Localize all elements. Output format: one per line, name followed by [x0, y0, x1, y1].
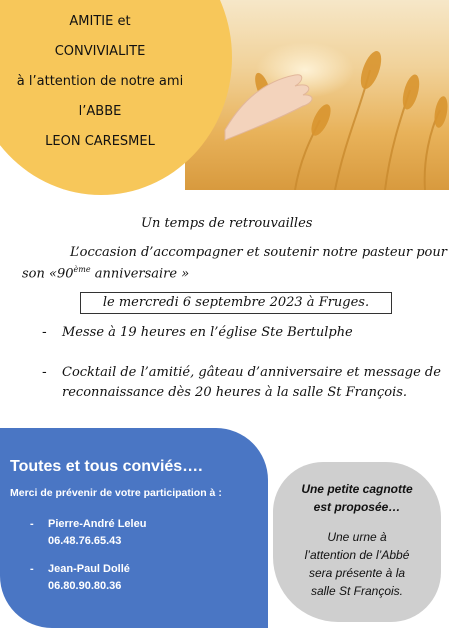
contact-bullet-1: - — [30, 518, 34, 530]
contact-2-name: Jean-Paul Dollé — [48, 563, 130, 575]
cagnotte-body-2: l’attention de l’Abbé — [304, 548, 410, 562]
contact-1-name: Pierre-André Leleu — [48, 518, 147, 530]
program-item-2-line-1: Cocktail de l’amitié, gâteau d’anniversaire et message de — [62, 365, 441, 380]
program-item-1: Messe à 19 heures en l’église Ste Bertulphe — [62, 325, 353, 340]
bullet-dash-2: - — [42, 365, 47, 380]
cagnotte-body-3: sera présente à la — [308, 566, 406, 580]
program-item-2-line-2: reconnaissance dès 20 heures à la salle St François. — [62, 385, 408, 400]
occasion-text: L’occasion d’accompagner et soutenir notre pasteur pour — [70, 245, 447, 260]
header-line-4: l’ABBE — [78, 104, 122, 119]
contact-2-phone: 06.80.90.80.36 — [48, 580, 122, 592]
anniversary-prefix: son «90 — [22, 266, 74, 282]
header-line-2: CONVIVIALITE — [54, 44, 146, 59]
anniversary-sup: ème — [73, 265, 91, 274]
anniversary-suffix: anniversaire » — [90, 266, 190, 282]
cagnotte-title-1: Une petite cagnotte — [301, 482, 413, 496]
header-line-3: à l’attention de notre ami — [16, 74, 184, 89]
invitation-subtitle: Merci de prévenir de votre participation à : — [10, 487, 222, 499]
anniversary-text — [22, 265, 189, 281]
cagnotte-body-4: salle St François. — [310, 584, 404, 598]
cagnotte-box — [273, 462, 441, 622]
invitation-title: Toutes et tous conviés…. — [10, 458, 203, 475]
retrouvailles-text: Un temps de retrouvailles — [141, 216, 313, 231]
contact-1-phone: 06.48.76.65.43 — [48, 535, 122, 547]
header-title — [0, 14, 200, 164]
cagnotte-body-1: Une urne à — [327, 530, 387, 544]
bullet-dash-1: - — [42, 325, 47, 340]
cagnotte-title-2: est proposée… — [313, 500, 401, 514]
invitation-box — [0, 428, 268, 628]
event-date-box: le mercredi 6 septembre 2023 à Fruges. — [80, 292, 392, 314]
contact-bullet-2: - — [30, 563, 34, 575]
header-line-1: AMITIE et — [69, 14, 131, 29]
header-line-5: LEON CARESMEL — [45, 134, 155, 149]
